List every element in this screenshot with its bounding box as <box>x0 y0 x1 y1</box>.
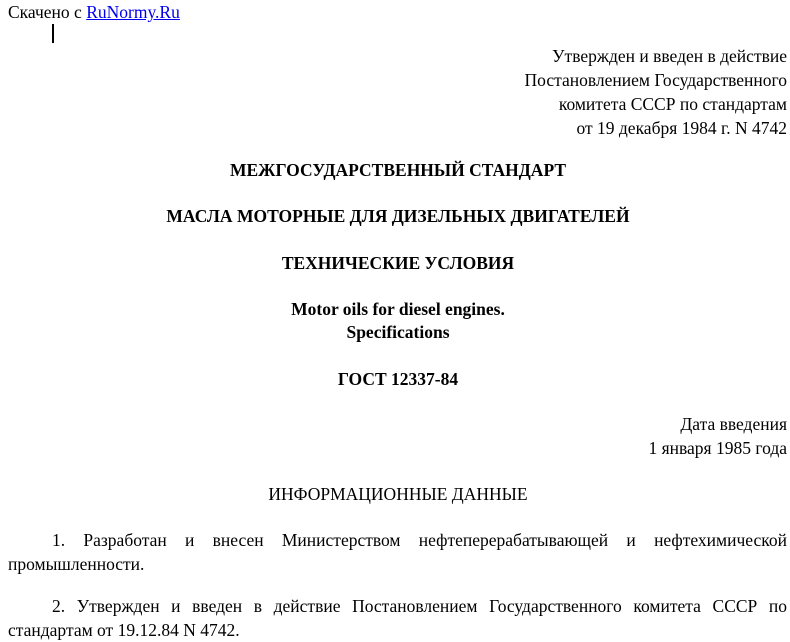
source-link[interactable]: RuNormy.Ru <box>86 2 180 22</box>
approval-line: Постановлением Государственного <box>524 70 787 90</box>
introduction-date-value: 1 января 1985 года <box>648 438 787 458</box>
approval-block <box>525 44 788 140</box>
info-section-title: ИНФОРМАЦИОННЫЕ ДАННЫЕ <box>268 484 528 504</box>
source-prefix: Скачено с <box>8 2 87 22</box>
gost-number: ГОСТ 12337-84 <box>337 369 459 389</box>
info-item: 1. Разработан и внесен Министерством нефтеперерабатывающей и нефтехимической промышленности. <box>8 530 787 574</box>
english-title-line2: Specifications <box>346 322 450 342</box>
info-item: 2. Утвержден и введен в действие Постановлением Государственного комитета СССР по стандартам от 19.12.84 N 4742. <box>8 596 787 640</box>
introduction-date-label: Дата введения <box>680 414 787 434</box>
approval-line: комитета СССР по стандартам <box>558 94 787 114</box>
english-title-line1: Motor oils for diesel engines. <box>291 299 505 319</box>
text-cursor <box>52 24 54 43</box>
introduction-date-block <box>648 412 787 460</box>
document-title: МАСЛА МОТОРНЫЕ ДЛЯ ДИЗЕЛЬНЫХ ДВИГАТЕЛЕЙ <box>166 206 630 226</box>
approval-line: от 19 декабря 1984 г. N 4742 <box>576 118 787 138</box>
approval-line: Утвержден и введен в действие <box>552 46 787 66</box>
document-subtitle: ТЕХНИЧЕСКИЕ УСЛОВИЯ <box>281 253 515 273</box>
source-line <box>8 0 180 24</box>
standard-type-heading: МЕЖГОСУДАРСТВЕННЫЙ СТАНДАРТ <box>229 160 567 180</box>
